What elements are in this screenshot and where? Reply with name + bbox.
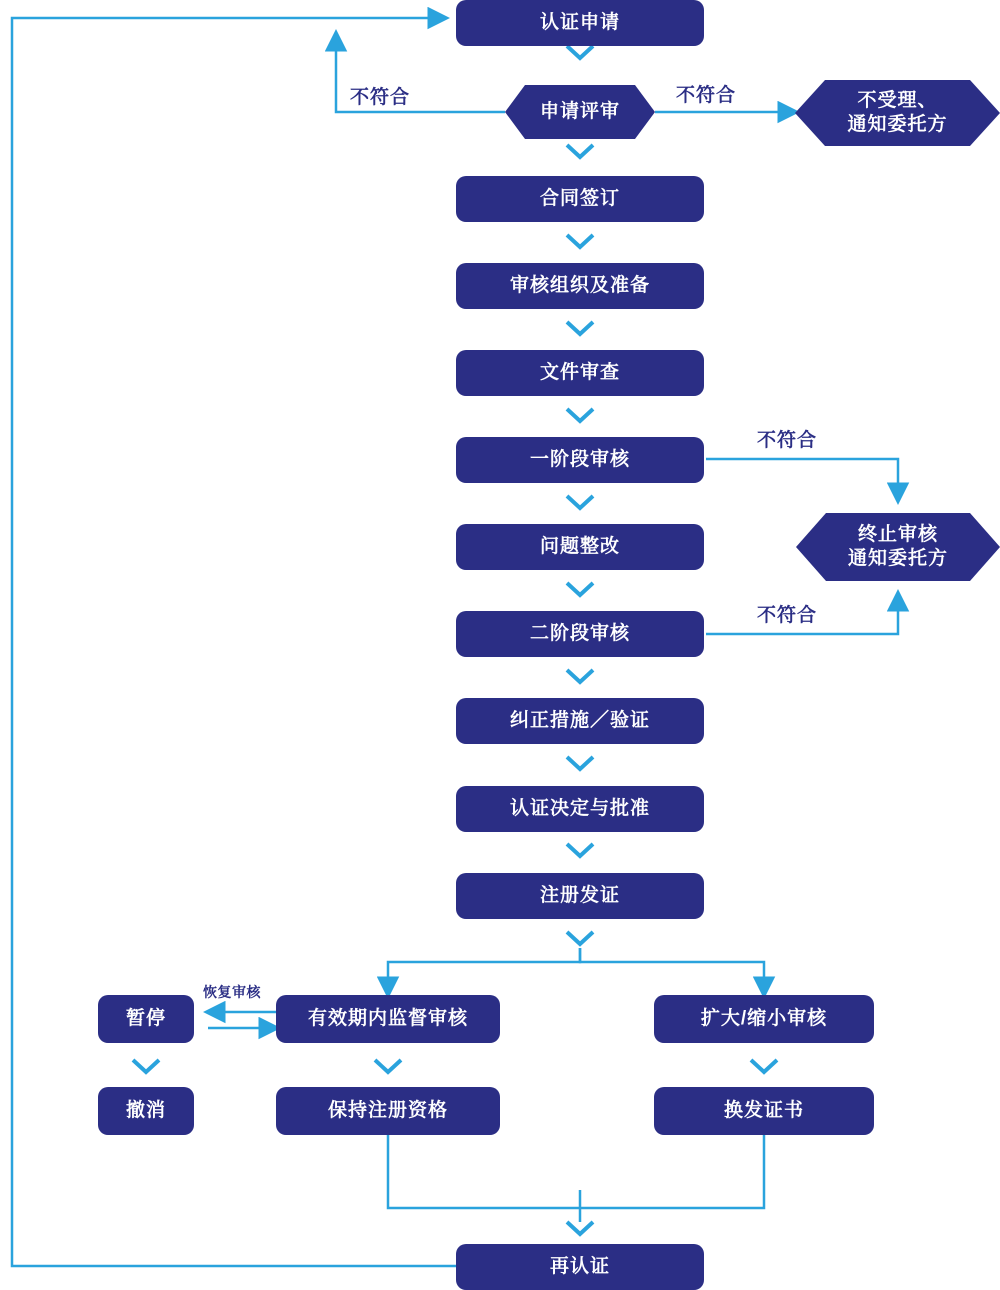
node-label: 认证决定与批准 [509, 798, 650, 820]
edge-label-nonconforming-4: 不符合 [757, 605, 818, 626]
node-certification-decision-approval[interactable] [456, 786, 704, 832]
edge-label-resume-audit: 恢复审核 [203, 984, 261, 1000]
node-recertification[interactable] [456, 1244, 704, 1290]
node-label [842, 523, 954, 571]
node-label: 申请评审 [539, 101, 620, 123]
node-label: 注册发证 [539, 885, 620, 907]
node-label [841, 89, 953, 137]
node-application-review[interactable] [505, 85, 655, 139]
node-label: 保持注册资格 [327, 1100, 448, 1122]
node-label: 扩大/缩小审核 [700, 1008, 828, 1030]
node-stage-two-audit[interactable] [456, 611, 704, 657]
node-label: 有效期内监督审核 [307, 1008, 468, 1030]
node-label: 认证申请 [539, 12, 620, 34]
node-contract-signing[interactable] [456, 176, 704, 222]
node-expand-reduce-audit[interactable] [654, 995, 874, 1043]
node-label: 撤消 [125, 1100, 166, 1122]
node-label-line2: 通知委托方 [847, 114, 948, 135]
node-label: 问题整改 [539, 536, 620, 558]
node-label-line1: 终止审核 [857, 524, 938, 546]
node-document-review[interactable] [456, 350, 704, 396]
node-label: 文件审查 [539, 362, 620, 384]
node-registration-certificate-issue[interactable] [456, 873, 704, 919]
node-terminate-audit-notify-client[interactable] [796, 513, 1000, 581]
node-audit-organization-preparation[interactable] [456, 263, 704, 309]
node-reissue-certificate[interactable] [654, 1087, 874, 1135]
node-label-line2: 通知委托方 [847, 548, 948, 569]
edge-label-nonconforming-1: 不符合 [350, 87, 411, 108]
node-label: 合同签订 [539, 188, 620, 210]
node-not-accepted-notify-client[interactable] [795, 80, 1000, 146]
node-surveillance-audit[interactable] [276, 995, 500, 1043]
node-withdraw[interactable] [98, 1087, 194, 1135]
node-label: 一阶段审核 [529, 449, 630, 471]
node-maintain-registration[interactable] [276, 1087, 500, 1135]
node-label: 换发证书 [723, 1100, 804, 1122]
node-corrective-action-verification[interactable] [456, 698, 704, 744]
node-label: 审核组织及准备 [509, 275, 650, 297]
node-label: 二阶段审核 [529, 623, 630, 645]
node-label: 纠正措施／验证 [509, 710, 650, 732]
node-label: 暂停 [125, 1008, 166, 1030]
node-certification-application[interactable] [456, 0, 704, 46]
edge-label-nonconforming-2: 不符合 [676, 85, 737, 106]
node-label: 再认证 [549, 1256, 610, 1278]
edge-label-nonconforming-3: 不符合 [757, 430, 818, 451]
node-label-line1: 不受理、 [857, 90, 938, 112]
node-stage-one-audit[interactable] [456, 437, 704, 483]
node-problem-rectification[interactable] [456, 524, 704, 570]
node-suspend[interactable] [98, 995, 194, 1043]
